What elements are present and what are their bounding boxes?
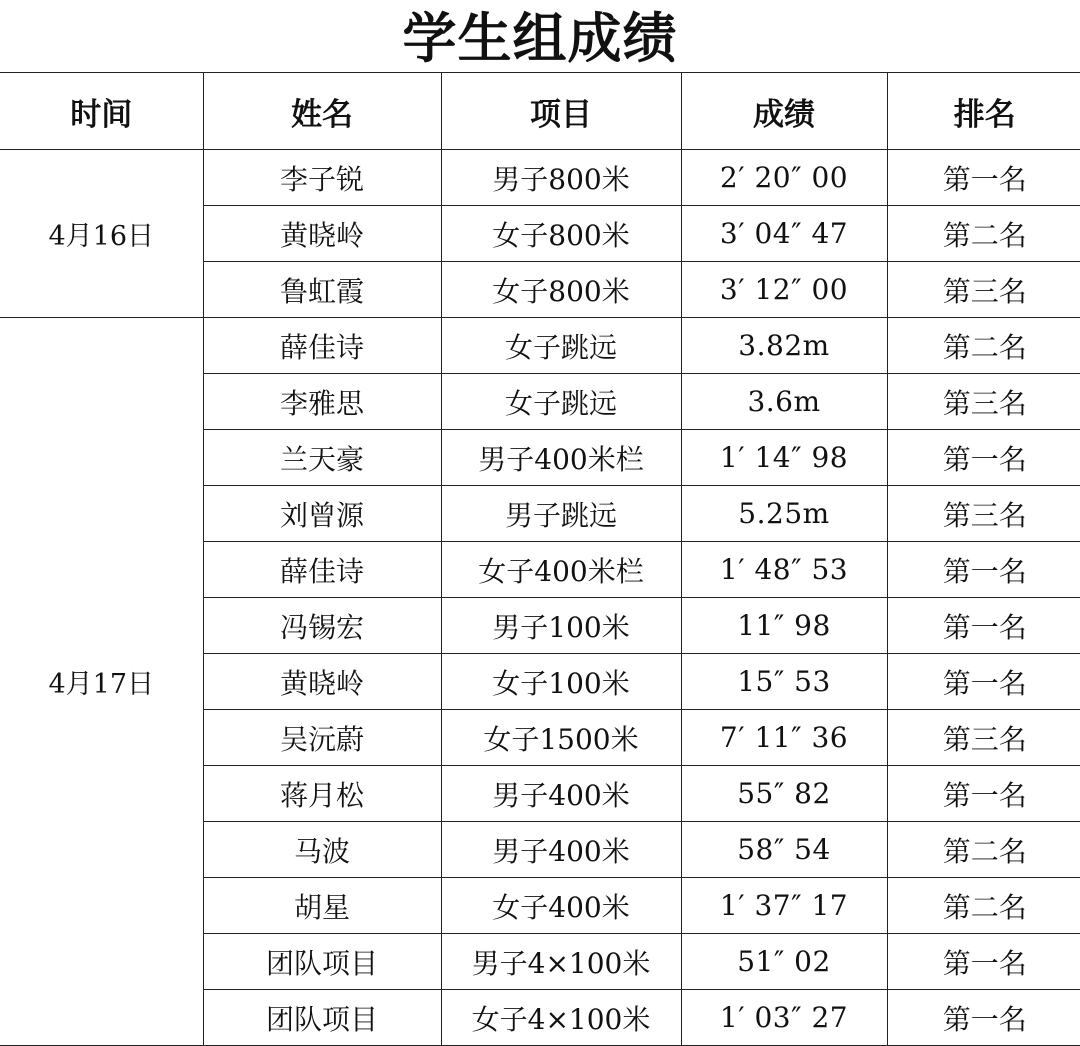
rank-cell: 第二名 bbox=[887, 822, 1080, 878]
score-cell: 3.82m bbox=[681, 318, 887, 374]
score-cell: 15″ 53 bbox=[681, 654, 887, 710]
rank-cell: 第二名 bbox=[887, 318, 1080, 374]
rank-cell: 第一名 bbox=[887, 150, 1080, 206]
event-cell: 男子4×100米 bbox=[441, 934, 681, 990]
score-cell: 7′ 11″ 36 bbox=[681, 710, 887, 766]
name-cell: 黄晓岭 bbox=[203, 654, 441, 710]
rank-cell: 第一名 bbox=[887, 766, 1080, 822]
rank-cell: 第一名 bbox=[887, 430, 1080, 486]
event-cell: 男子跳远 bbox=[441, 486, 681, 542]
table-row bbox=[0, 318, 1080, 374]
event-cell: 女子4×100米 bbox=[441, 990, 681, 1046]
name-cell: 李雅思 bbox=[203, 374, 441, 430]
name-cell: 马波 bbox=[203, 822, 441, 878]
event-cell: 女子400米 bbox=[441, 878, 681, 934]
results-table bbox=[0, 72, 1080, 1046]
rank-cell: 第二名 bbox=[887, 206, 1080, 262]
score-cell: 2′ 20″ 00 bbox=[681, 150, 887, 206]
score-cell: 5.25m bbox=[681, 486, 887, 542]
name-cell: 团队项目 bbox=[203, 990, 441, 1046]
rank-cell: 第三名 bbox=[887, 710, 1080, 766]
rank-cell: 第一名 bbox=[887, 598, 1080, 654]
table-header bbox=[0, 73, 1080, 150]
name-cell: 蒋月松 bbox=[203, 766, 441, 822]
event-cell: 男子400米 bbox=[441, 822, 681, 878]
name-cell: 冯锡宏 bbox=[203, 598, 441, 654]
event-cell: 女子跳远 bbox=[441, 374, 681, 430]
event-cell: 女子跳远 bbox=[441, 318, 681, 374]
name-cell: 胡星 bbox=[203, 878, 441, 934]
date-cell: 4月16日 bbox=[0, 150, 203, 318]
event-cell: 男子800米 bbox=[441, 150, 681, 206]
header-row bbox=[0, 73, 1080, 150]
event-cell: 女子100米 bbox=[441, 654, 681, 710]
date-cell: 4月17日 bbox=[0, 318, 203, 1046]
score-cell: 1′ 14″ 98 bbox=[681, 430, 887, 486]
header-event: 项目 bbox=[441, 73, 681, 150]
name-cell: 兰天豪 bbox=[203, 430, 441, 486]
event-cell: 女子1500米 bbox=[441, 710, 681, 766]
rank-cell: 第一名 bbox=[887, 990, 1080, 1046]
name-cell: 薛佳诗 bbox=[203, 318, 441, 374]
name-cell: 鲁虹霞 bbox=[203, 262, 441, 318]
table-body bbox=[0, 150, 1080, 1046]
score-cell: 1′ 37″ 17 bbox=[681, 878, 887, 934]
event-cell: 女子400米栏 bbox=[441, 542, 681, 598]
rank-cell: 第三名 bbox=[887, 374, 1080, 430]
rank-cell: 第一名 bbox=[887, 654, 1080, 710]
event-cell: 女子800米 bbox=[441, 262, 681, 318]
score-cell: 11″ 98 bbox=[681, 598, 887, 654]
header-date: 时间 bbox=[0, 73, 203, 150]
name-cell: 李子锐 bbox=[203, 150, 441, 206]
name-cell: 黄晓岭 bbox=[203, 206, 441, 262]
event-cell: 男子400米 bbox=[441, 766, 681, 822]
header-name: 姓名 bbox=[203, 73, 441, 150]
score-cell: 3′ 04″ 47 bbox=[681, 206, 887, 262]
page-title: 学生组成绩 bbox=[402, 7, 678, 70]
rank-cell: 第一名 bbox=[887, 542, 1080, 598]
score-cell: 58″ 54 bbox=[681, 822, 887, 878]
event-cell: 男子400米栏 bbox=[441, 430, 681, 486]
rank-cell: 第二名 bbox=[887, 878, 1080, 934]
table-row bbox=[0, 150, 1080, 206]
rank-cell: 第一名 bbox=[887, 934, 1080, 990]
score-cell: 1′ 03″ 27 bbox=[681, 990, 887, 1046]
name-cell: 团队项目 bbox=[203, 934, 441, 990]
event-cell: 男子100米 bbox=[441, 598, 681, 654]
name-cell: 刘曾源 bbox=[203, 486, 441, 542]
header-rank: 排名 bbox=[887, 73, 1080, 150]
header-score: 成绩 bbox=[681, 73, 887, 150]
score-cell: 55″ 82 bbox=[681, 766, 887, 822]
score-cell: 3′ 12″ 00 bbox=[681, 262, 887, 318]
rank-cell: 第三名 bbox=[887, 486, 1080, 542]
score-cell: 51″ 02 bbox=[681, 934, 887, 990]
score-cell: 3.6m bbox=[681, 374, 887, 430]
name-cell: 薛佳诗 bbox=[203, 542, 441, 598]
name-cell: 吴沅蔚 bbox=[203, 710, 441, 766]
event-cell: 女子800米 bbox=[441, 206, 681, 262]
rank-cell: 第三名 bbox=[887, 262, 1080, 318]
score-cell: 1′ 48″ 53 bbox=[681, 542, 887, 598]
